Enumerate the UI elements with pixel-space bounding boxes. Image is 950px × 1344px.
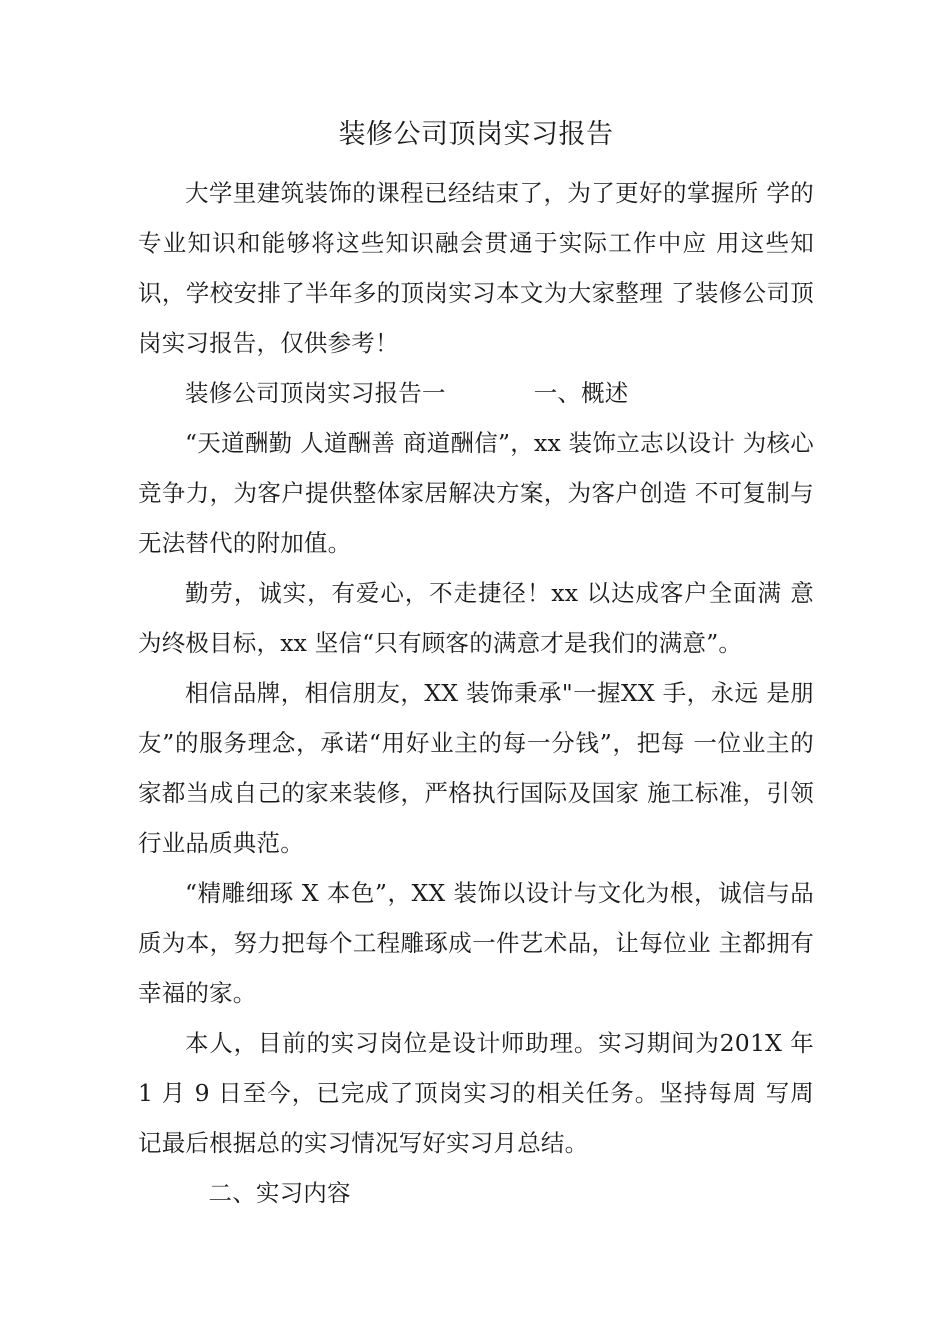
report-one-label: 装修公司顶岗实习报告一	[185, 379, 446, 407]
paragraph-personal: 本人，目前的实习岗位是设计师助理。实习期间为201X 年1 月 9 日至今，已完成了顶岗实习的相关任务。坚持每周 写周记最后根据总的实习情况写好实习月总结。	[138, 1029, 814, 1157]
paragraph-intro: 大学里建筑装饰的课程已经结束了，为了更好的掌握所 学的专业知识和能够将这些知识融会贯通于实际工作中应 用这些知识，学校安排了半年多的顶岗实习本文为大家整理 了装修公司顶岗实习报告，仅供参考！	[138, 179, 814, 357]
paragraph-motto: “天道酬勤 人道酬善 商道酬信”，xx 装饰立志以设计 为核心竞争力，为客户提供整体家居解决方案，为客户创造 不可复制与无法替代的附加值。	[138, 429, 814, 557]
paragraph-diligence: 勤劳，诚实，有爱心，不走捷径！xx 以达成客户全面满 意为终极目标，xx 坚信“只有顾客的满意才是我们的满意”。	[138, 579, 814, 657]
section-heading-two: 二、实习内容	[208, 1179, 351, 1207]
paragraph-brand: 相信品牌，相信朋友，XX 装饰秉承"一握XX 手，永远 是朋友”的服务理念，承诺“用好业主的每一分钱”，把每 一位业主的家都当成自己的家来装修，严格执行国际及国家 施工标准，引领行业品质典范。	[138, 679, 814, 857]
section-heading-one: 一、概述	[533, 379, 629, 407]
page-title: 装修公司顶岗实习报告	[338, 119, 614, 150]
paragraph-craft: “精雕细琢 X 本色”，XX 装饰以设计与文化为根，诚信与品质为本，努力把每个工程雕琢成一件艺术品，让每位业 主都拥有幸福的家。	[138, 879, 814, 1007]
document-body	[138, 0, 814, 1218]
report-one-heading-line	[138, 368, 814, 418]
